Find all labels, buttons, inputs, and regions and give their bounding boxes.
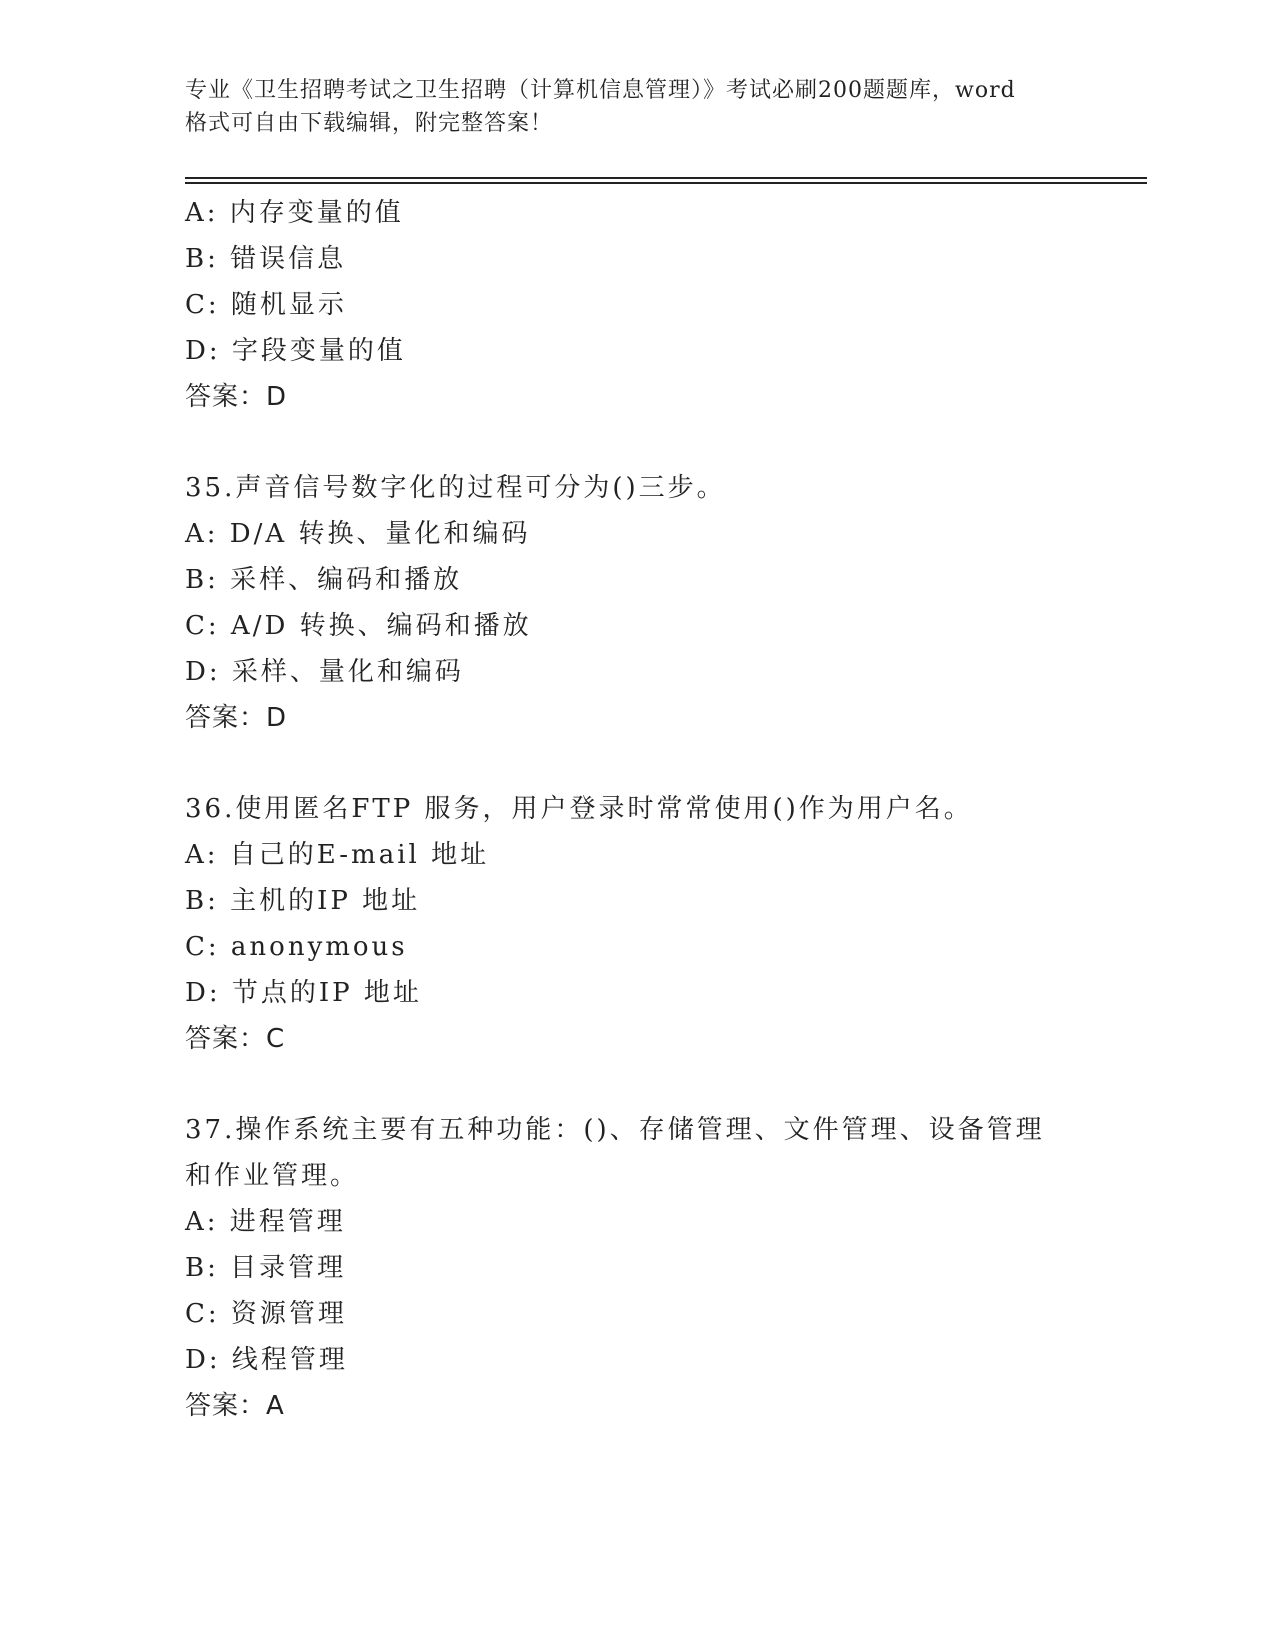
option-a: A: 自己的E-mail 地址 (185, 840, 490, 870)
option-d: D: 字段变量的值 (185, 336, 406, 366)
header-divider-bottom (185, 182, 1147, 184)
answer-line: 答案：C (185, 1024, 286, 1054)
document-header: 专业《卫生招聘考试之卫生招聘（计算机信息管理）》考试必刷200题题库，word 格式可自由下载编辑，附完整答案！ (185, 78, 1016, 136)
option-b: B: 错误信息 (185, 244, 347, 274)
option-d: D: 节点的IP 地址 (185, 978, 422, 1008)
option-b: B: 主机的IP 地址 (185, 886, 421, 916)
question-block-34 (185, 190, 1145, 1429)
option-b: B: 目录管理 (185, 1253, 347, 1283)
answer-line: 答案：D (185, 382, 288, 412)
question-text: 35.声音信号数字化的过程可分为()三步。 (185, 473, 726, 503)
question-block-36 (185, 786, 1145, 1062)
answer-line: 答案：D (185, 703, 288, 733)
option-b: B: 采样、编码和播放 (185, 565, 463, 595)
question-text: 36.使用匿名FTP 服务，用户登录时常常使用()作为用户名。 (185, 794, 973, 824)
option-a: A: 进程管理 (185, 1207, 346, 1237)
option-d: D: 线程管理 (185, 1345, 348, 1375)
option-a: A: D/A 转换、量化和编码 (185, 519, 531, 549)
option-a: A: 内存变量的值 (185, 198, 404, 228)
option-d: D: 采样、量化和编码 (185, 657, 464, 687)
option-c: C: anonymous (185, 932, 408, 962)
question-block-35 (185, 465, 1145, 741)
option-c: C: 资源管理 (185, 1299, 347, 1329)
header-divider-top (185, 177, 1147, 179)
question-block-37 (185, 1107, 1145, 1429)
question-text: 37.操作系统主要有五种功能：()、存储管理、文件管理、设备管理和作业管理。 (185, 1115, 1045, 1191)
answer-line: 答案：A (185, 1391, 285, 1421)
option-c: C: A/D 转换、编码和播放 (185, 611, 532, 641)
option-c: C: 随机显示 (185, 290, 347, 320)
